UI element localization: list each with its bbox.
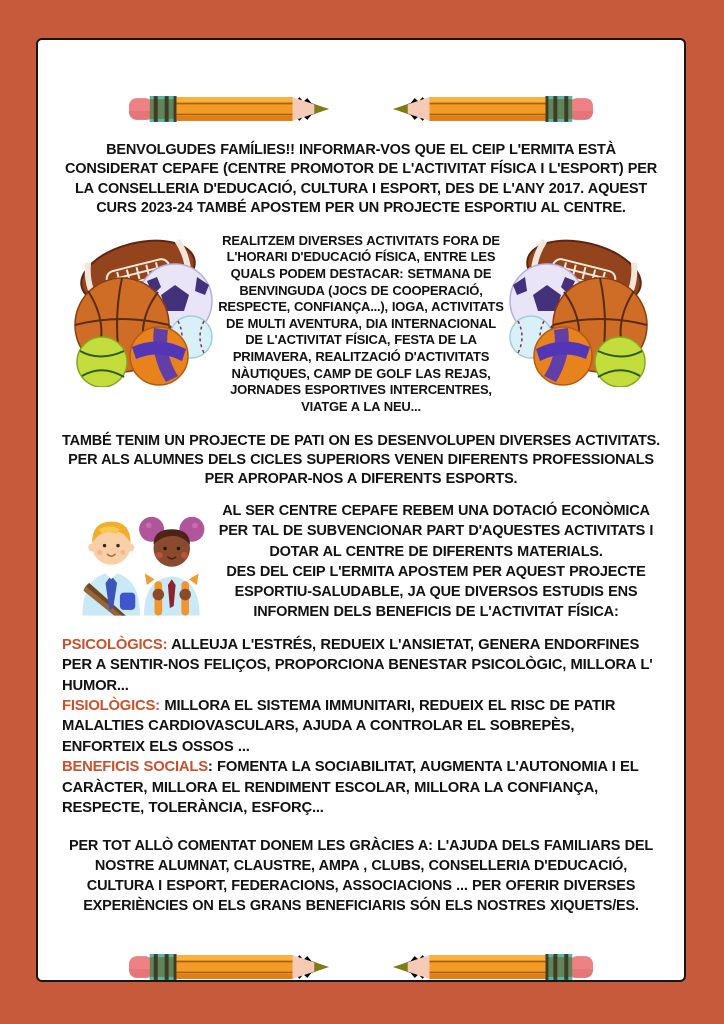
benefit-label-socials: BENEFICIS SOCIALS [62,759,208,776]
cepafe-paragraph [212,497,660,623]
students-icon [62,497,212,619]
pencil-icon [376,93,594,125]
benefit-label-fisiologics: FISIOLÒGICS: [62,697,160,714]
pencil-icon [376,951,594,982]
closing-paragraph: PER TOT ALLÒ COMENTAT DONEM LES GRÀCIES A: L'AJUDA DELS FAMILIARS DEL NOSTRE ALUMNAT, CLAUSTRE, AMPA , CLUBS, CONSELLERIA D'EDUCACIÓ, CULTURA I ESPORT, FEDERACIONS, ASSOCIACIONS ... PER OFERIR DIVERSES EXPERIÈNCIES ON ELS GRANS BENEFICIARIS SÓN ELS NOSTRES XIQUETS/ES. [68,838,653,915]
benefit-socials [62,757,660,818]
intro-paragraph: BENVOLGUDES FAMÍLIES!! INFORMAR-VOS QUE EL CEIP L'ERMITA ESTÀ CONSIDERAT CEPAFE (CENTRE PROMOTOR DE L'ACTIVITAT FÍSICA I L'ESPORT) PER LA CONSELLERIA D'EDUCACIÓ, CULTURA I ESPORT, DES DE L'ANY 2017. AQUEST CURS 2023-24 TAMBÉ APOSTEM PER UN PROJECTE ESPORTIU AL CENTRE. [64,142,658,217]
pencil-icon [128,951,346,982]
flyer-card [36,38,686,982]
sports-balls-icon [62,229,214,387]
benefit-text-socials: : FOMENTA LA SOCIABILITAT, AUGMENTA L'AUTONOMIA I EL CARÀCTER, MILLORA EL RENDIMENT ESCOLAR, MILLORA LA CONFIANÇA, RESPECTE, TOLERÀNCIA, ESFORÇ... [62,759,639,816]
benefit-text-fisiologics: MILLORA EL SISTEMA IMMUNITARI, REDUEIX EL RISC DE PATIR MALALTIES CARDIOVASCULARS, AJUDA A CONTROLAR EL SOBREPÈS, ENFORTEIX ELS OSSOS ... [62,697,616,755]
activities-section [62,229,660,416]
benefit-psicologics [62,635,660,696]
activities-paragraph: REALITZEM DIVERSES ACTIVITATS FORA DE L'HORARI D'EDUCACIÓ FÍSICA, ENTRE LES QUALS PODEM DESTACAR: SETMANA DE BENVINGUDA (JOCS DE COOPERACIÓ, RESPECTE, CONFIANÇA...), IOGA, ACTIVITATS DE MULTI AVENTURA, DIA INTERNACIONAL DE L'ACTIVITAT FÍSICA, FESTA DE LA PRIMAVERA, REALITZACIÓ D'ACTIVITATS NÀUTIQUES, CAMP DE GOLF LAS REJAS, JORNADES ESPORTIVES INTERCENTRES, VIATGE A LA NEU... [218,232,504,414]
benefit-text-psicologics: ALLEUJA L'ESTRÉS, REDUEIX L'ANSIETAT, GENERA ENDORFINES PER A SENTIR-NOS FELIÇOS, PROPORCIONA BENESTAR PSICOLÒGIC, MILLORA L' HUMOR... [62,636,653,694]
benefit-label-psicologics: PSICOLÒGICS: [62,636,168,653]
benefit-fisiologics [62,696,660,757]
cepafe-part2: DES DEL CEIP L'ERMITA APOSTEM PER AQUEST PROJECTE ESPORTIU-SALUDABLE, JA QUE DIVERSOS ESTUDIS ENS INFORMEN DELS BENEFICIS DE L'ACTIVITAT FÍSICA: [226,563,646,621]
cepafe-section [62,497,660,623]
pati-paragraph: TAMBÉ TENIM UN PROJECTE DE PATI ON ES DESENVOLUPEN DIVERSES ACTIVITATS. PER ALS ALUMNES DELS CICLES SUPERIORS VENEN DIFERENTS PROFESSIONALS PER APROPAR-NOS A DIFERENTS ESPORTS. [62,432,660,487]
top-pencil-divider [62,92,660,126]
sports-balls-icon [508,229,660,387]
bottom-pencil-divider [62,950,660,982]
benefits-list [62,635,660,819]
pencil-icon [128,93,346,125]
cepafe-part1: AL SER CENTRE CEPAFE REBEM UNA DOTACIÓ ECONÒMICA PER TAL DE SUBVENCIONAR PART D'AQUESTES ACTIVITATS I DOTAR AL CENTRE DE DIFERENTS MATERIALS. [218,502,654,560]
